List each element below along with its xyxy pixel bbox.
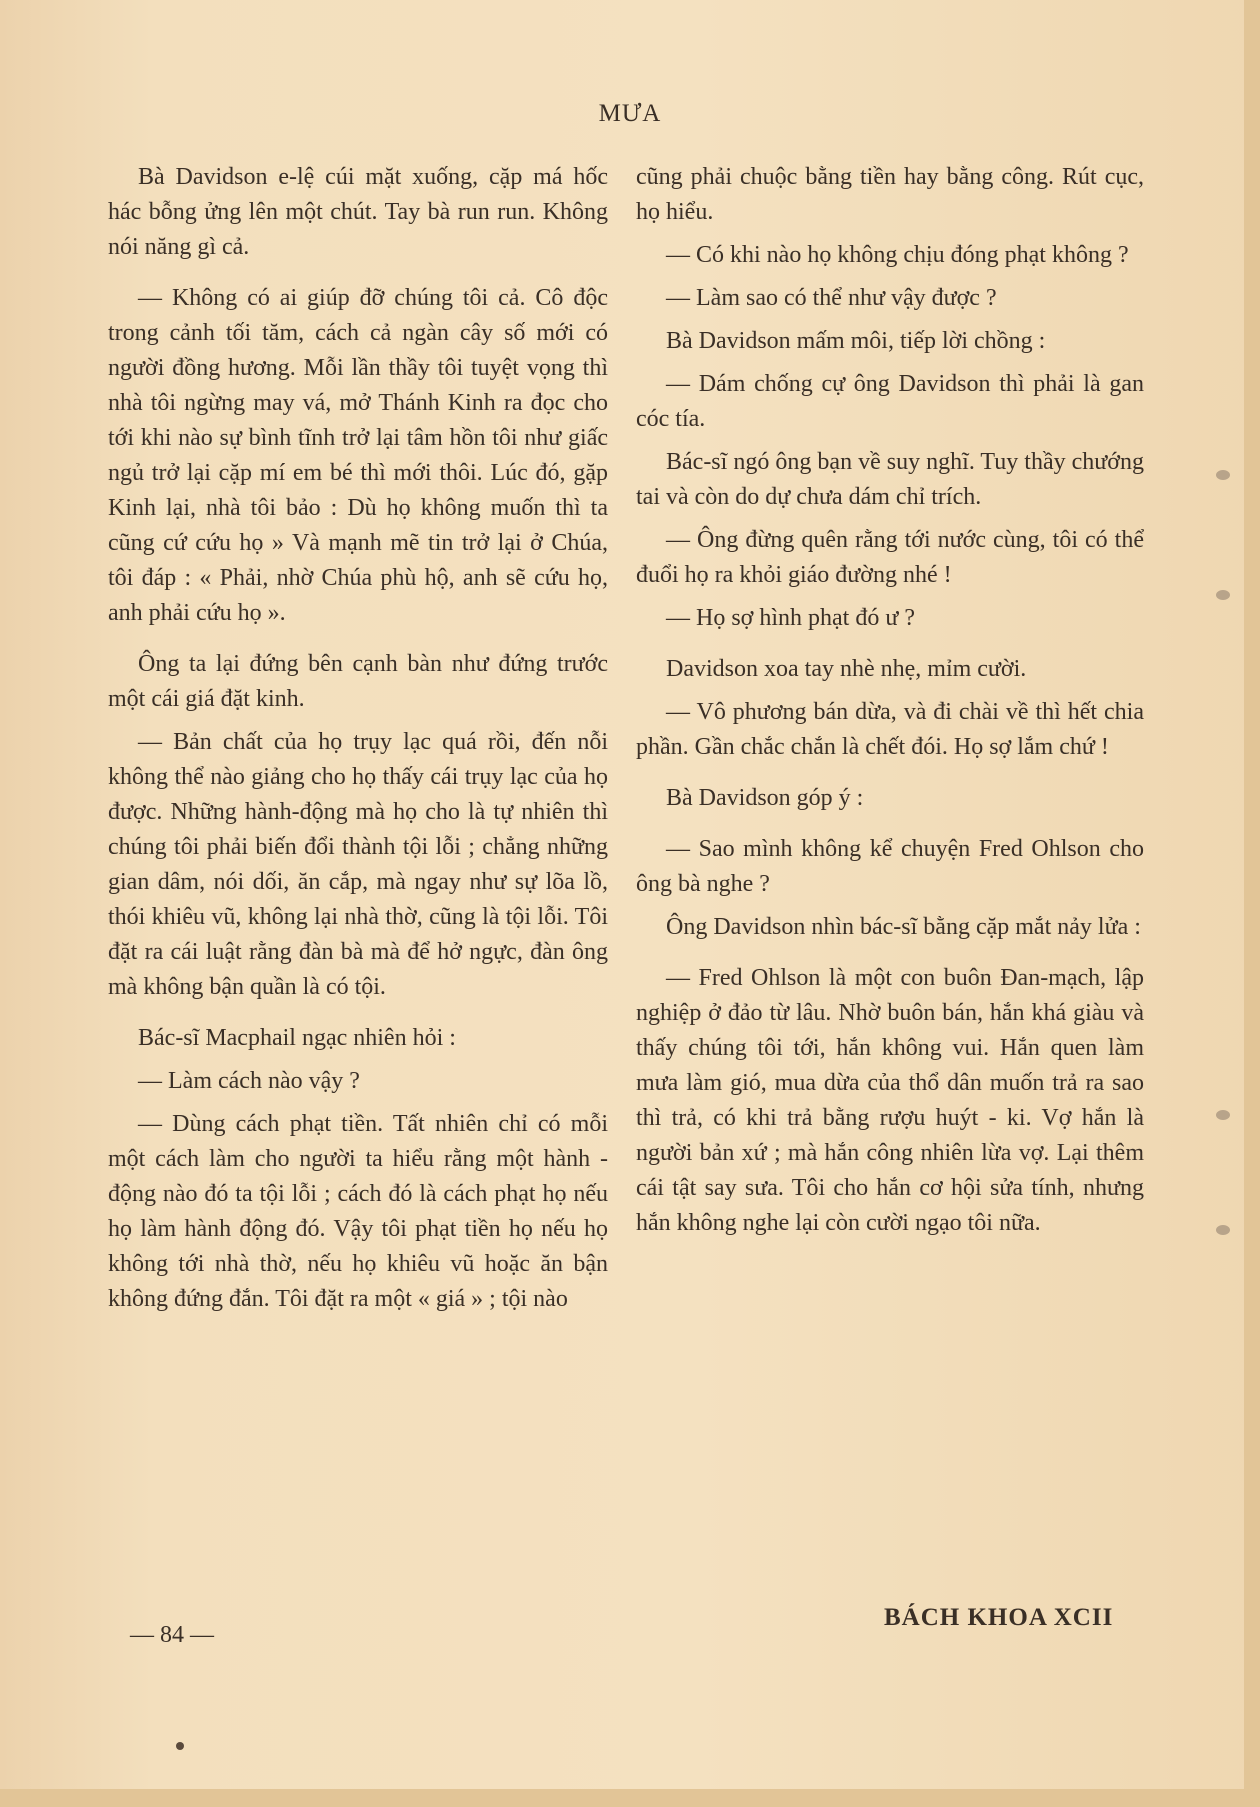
paragraph: — Vô phương bán dừa, và đi chài về thì hết chia phần. Gần chắc chắn là chết đói. Họ sợ lắm chứ ! bbox=[636, 699, 1144, 760]
binding-hole bbox=[1216, 470, 1230, 480]
paragraph: — Có khi nào họ không chịu đóng phạt không ? bbox=[666, 242, 1129, 268]
paragraph: — Làm cách nào vậy ? bbox=[138, 1068, 360, 1094]
paragraph: — Bản chất của họ trụy lạc quá rồi, đến nỗi không thể nào giảng cho họ thấy cái trụy lạc của họ được. Những hành-động mà họ cho là tự nhiên thì chúng tôi phải biến đổi thành tội lỗi ; chẳng những gian dâm, nói dối, ăn cắp, mà ngay như sự lõa lồ, thói khiêu vũ, không lại nhà thờ, cũng là tội lỗi. Tôi đặt ra cái luật rằng đàn bà mà để hở ngực, đàn ông mà không bận quần là có tội. bbox=[108, 729, 608, 1000]
binding-hole bbox=[1216, 1110, 1230, 1120]
paragraph: Bà Davidson mấm môi, tiếp lời chồng : bbox=[666, 328, 1046, 354]
paragraph: Bà Davidson e-lệ cúi mặt xuống, cặp má hốc hác bỗng ửng lên một chút. Tay bà run run. Không nói năng gì cả. bbox=[108, 164, 608, 260]
paragraph: — Ông đừng quên rằng tới nước cùng, tôi có thể đuổi họ ra khỏi giáo đường nhé ! bbox=[636, 527, 1144, 588]
paragraph: — Làm sao có thể như vậy được ? bbox=[666, 285, 997, 311]
paragraph: Bà Davidson góp ý : bbox=[666, 785, 864, 811]
right-column bbox=[636, 160, 1144, 1249]
paragraph: — Sao mình không kể chuyện Fred Ohlson cho ông bà nghe ? bbox=[636, 836, 1144, 897]
page-edge-bottom bbox=[0, 1789, 1260, 1807]
paragraph: Ông Davidson nhìn bác-sĩ bằng cặp mắt nảy lửa : bbox=[666, 914, 1141, 940]
paragraph: — Không có ai giúp đỡ chúng tôi cả. Cô độc trong cảnh tối tăm, cách cả ngàn cây số mới có người đồng hương. Mỗi lần thầy tôi tuyệt vọng thì nhà tôi ngừng may vá, mở Thánh Kinh ra đọc cho tới khi nào sự bình tĩnh trở lại tâm hồn tôi như giấc ngủ trở lại cặp mí em bé thì mới thôi. Lúc đó, gặp Kinh lại, nhà tôi bảo : Dù họ không muốn thì ta cũng cứ cứu họ » Và mạnh mẽ tin trở lại ở Chúa, tôi đáp : « Phải, nhờ Chúa phù hộ, anh sẽ cứu họ, anh phải cứu họ ». bbox=[108, 285, 608, 626]
paragraph: — Dám chống cự ông Davidson thì phải là gan cóc tía. bbox=[636, 371, 1144, 432]
paragraph: cũng phải chuộc bằng tiền hay bằng công. Rút cục, họ hiểu. bbox=[636, 164, 1144, 225]
paragraph: Bác-sĩ Macphail ngạc nhiên hỏi : bbox=[138, 1025, 456, 1051]
publication-name: BÁCH KHOA XCII bbox=[884, 1604, 1114, 1631]
binding-hole bbox=[1216, 1225, 1230, 1235]
binding-hole bbox=[1216, 590, 1230, 600]
paragraph: Davidson xoa tay nhè nhẹ, mỉm cười. bbox=[666, 656, 1027, 682]
page-number: — 84 — bbox=[130, 1622, 214, 1648]
paragraph: — Dùng cách phạt tiền. Tất nhiên chỉ có mỗi một cách làm cho người ta hiểu rằng một hành - động nào đó ta tội lỗi ; cách đó là cách phạt họ nếu họ làm hành động đó. Vậy tôi phạt tiền họ nếu họ không tới nhà thờ, nếu họ khiêu vũ hoặc ăn bận không đứng đắn. Tôi đặt ra một « giá » ; tội nào bbox=[108, 1111, 608, 1312]
left-column bbox=[108, 160, 608, 1325]
page-edge-right bbox=[1244, 0, 1260, 1807]
paragraph: — Fred Ohlson là một con buôn Đan-mạch, lập nghiệp ở đảo từ lâu. Nhờ buôn bán, hắn khá giàu và thấy chúng tôi tới, hắn không vui. Hắn quen làm mưa làm gió, mua dừa của thổ dân muốn trả ra sao thì trả, có khi trả bằng rượu huýt - ki. Vợ hắn là người bản xứ ; mà hắn công nhiên lừa vợ. Lại thêm cái tật say sưa. Tôi cho hắn cơ hội sửa tính, nhưng hắn không nghe lại còn cười ngạo tôi nữa. bbox=[636, 965, 1144, 1236]
paragraph: — Họ sợ hình phạt đó ư ? bbox=[666, 605, 916, 631]
paragraph: Bác-sĩ ngó ông bạn về suy nghĩ. Tuy thầy chướng tai và còn do dự chưa dám chỉ trích. bbox=[636, 449, 1144, 510]
paragraph: Ông ta lại đứng bên cạnh bàn như đứng trước một cái giá đặt kinh. bbox=[108, 651, 608, 712]
running-header: MƯA bbox=[598, 100, 662, 127]
ink-spot bbox=[176, 1742, 184, 1750]
